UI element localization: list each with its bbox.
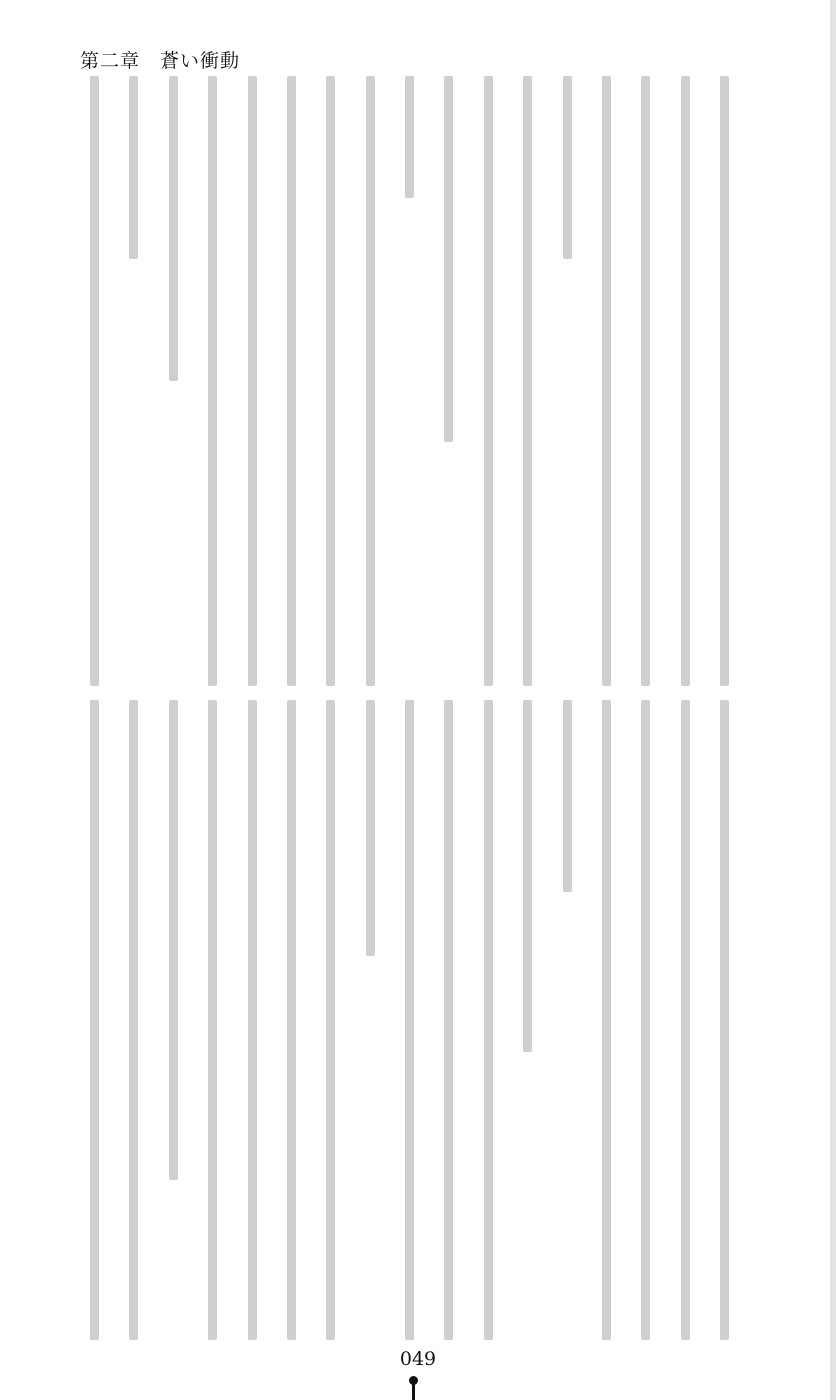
text-column	[90, 700, 99, 1340]
text-column	[602, 76, 611, 686]
text-column	[484, 700, 493, 1340]
text-column	[641, 76, 650, 686]
text-column	[523, 76, 532, 686]
text-column	[326, 76, 335, 686]
text-column	[484, 76, 493, 686]
text-column	[681, 700, 690, 1340]
page-edge-shadow	[830, 0, 836, 1400]
page-number: 049	[399, 1348, 437, 1370]
text-column	[169, 700, 178, 1180]
text-column	[90, 76, 99, 686]
text-column	[641, 700, 650, 1340]
text-column	[405, 700, 414, 1340]
text-column	[563, 700, 572, 892]
text-column	[681, 76, 690, 686]
text-column	[405, 76, 414, 198]
text-column	[366, 76, 375, 686]
text-column	[326, 700, 335, 1340]
text-column	[444, 76, 453, 442]
text-column	[287, 76, 296, 686]
text-column	[366, 700, 375, 956]
text-column	[208, 700, 217, 1340]
body-text-upper-block	[90, 76, 730, 686]
body-text-lower-block	[90, 700, 730, 1340]
text-column	[129, 700, 138, 1340]
text-column	[287, 700, 296, 1340]
text-column	[208, 76, 217, 686]
text-column	[602, 700, 611, 1340]
text-column	[169, 76, 178, 381]
text-column	[720, 700, 729, 1340]
text-column	[563, 76, 572, 259]
page-marker-line	[412, 1384, 415, 1400]
text-column	[523, 700, 532, 1052]
text-column	[129, 76, 138, 259]
chapter-header: 第二章 蒼い衝動	[80, 50, 241, 72]
text-column	[248, 700, 257, 1340]
text-column	[720, 76, 729, 686]
text-column	[444, 700, 453, 1340]
text-column	[248, 76, 257, 686]
